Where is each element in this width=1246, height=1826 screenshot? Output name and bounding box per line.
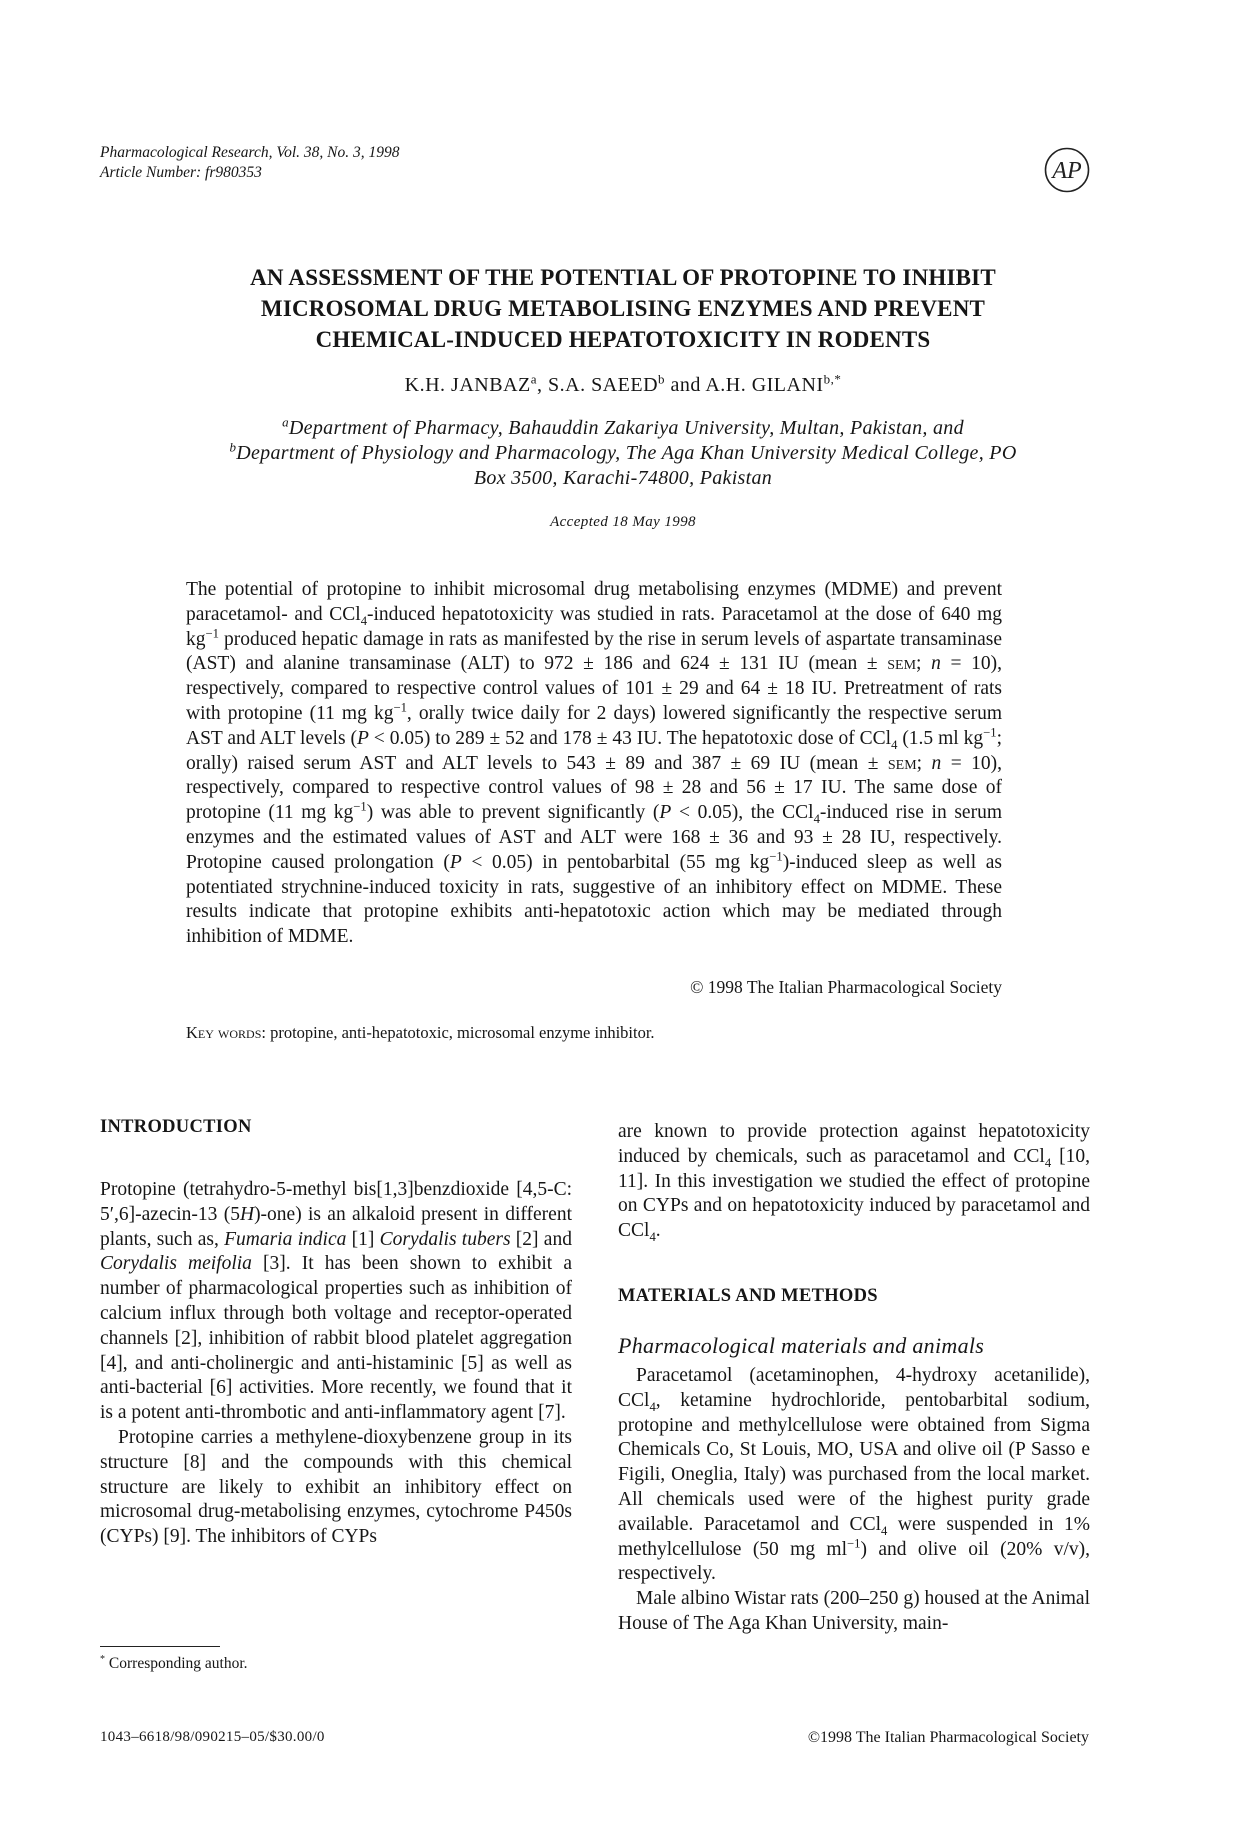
author-list <box>0 371 1246 397</box>
footer-copyright: ©1998 The Italian Pharmacological Society <box>807 1729 1089 1746</box>
abstract-copyright: © 1998 The Italian Pharmacological Society <box>690 977 1002 997</box>
paragraph: Protopine carries a methylene-dioxybenzene group in its structure [8] and the compounds with this chemical structure are likely to exhibit an inhibitory effect on microsomal drug-metabolising enzymes, cytochrome P450s (CYPs) [9]. The inhibitors of CYPs <box>100 1426 572 1548</box>
author-affiliation-mark: b,* <box>823 371 842 387</box>
author-name: S.A. SAEED <box>548 374 659 396</box>
paragraph: Paracetamol (acetaminophen, 4-hydroxy acetanilide), CCl$_4$, ketamine hydrochloride, pentobarbital sodium, protopine and methylcellulose were obtained from Sigma Chemicals Co, St Louis, MO, USA and olive oil (P Sasso e Figili, Oneglia, Italy) was purchased from the local market. All chemicals used were of the highest purity grade available. Paracetamol and CCl$_4$ were suspended in 1% methylcellulose (50 mg $ml^{-1}$) and olive oil (20% v/v), respectively. <box>618 1365 1091 1585</box>
paragraph: Male albino Wistar rats (200–250 g) housed at the Animal House of The Aga Khan University, main- <box>618 1588 1090 1634</box>
keywords-text: : protopine, anti-hepatotoxic, microsomal enzyme inhibitor. <box>261 1023 655 1042</box>
paper-title <box>0 262 1246 355</box>
section-heading-materials-methods: MATERIALS AND METHODS <box>618 1286 878 1306</box>
paragraph: are known to provide protection against hepatotoxicity induced by chemicals, such as paracetamol and CCl$_4$ [10, 11]. In this investigation we studied the effect of protopine on CYPs and on hepatotoxicity induced by paracetamol and CCl$_4$. <box>618 1121 1090 1245</box>
footnote-text: Corresponding author. <box>105 1655 248 1672</box>
title-line-3: CHEMICAL-INDUCED HEPATOTOXICITY IN RODENTS <box>315 327 931 352</box>
section-heading-introduction: INTRODUCTION <box>100 1117 252 1137</box>
author-separator: , <box>537 374 549 396</box>
affiliations <box>0 416 1246 491</box>
title-line-2: MICROSOMAL DRUG METABOLISING ENZYMES AND PREVENT <box>260 296 986 321</box>
title-line-1: AN ASSESSMENT OF THE POTENTIAL OF PROTOPINE TO INHIBIT <box>250 265 996 290</box>
author-separator: and <box>665 374 706 396</box>
materials-body <box>618 1364 1090 1637</box>
keywords-label: Key words <box>186 1023 262 1042</box>
affiliation-b <box>0 441 1246 466</box>
publisher-logo-icon <box>1043 146 1091 194</box>
logo-text: AP <box>1052 158 1082 184</box>
author-name: K.H. JANBAZ <box>404 374 531 396</box>
journal-citation <box>100 143 400 183</box>
author-affiliation-mark: a <box>530 371 538 387</box>
article-number: Article Number: fr980353 <box>100 164 262 181</box>
introduction-body <box>100 1178 572 1550</box>
author-name: A.H. GILANI <box>705 374 824 396</box>
subsection-heading: Pharmacological materials and animals <box>618 1333 985 1358</box>
footer-issn: 1043–6618/98/090215–05/$30.00/0 <box>100 1729 325 1745</box>
affiliation-a <box>0 416 1246 441</box>
introduction-continued <box>618 1120 1090 1244</box>
affiliation-b-continued: Box 3500, Karachi-74800, Pakistan <box>473 467 773 489</box>
journal-name: Pharmacological Research, Vol. 38, No. 3, 1998 <box>100 144 400 161</box>
affiliation-text: Department of Physiology and Pharmacology, The Aga Khan University Medical College, PO <box>236 442 1017 464</box>
footnote <box>100 1655 248 1673</box>
author-affiliation-mark: b <box>658 371 666 387</box>
abstract: The potential of protopine to inhibit microsomal drug metabolising enzymes (MDME) and prevent paracetamol- and CCl$_4$-induced hepatotoxicity was studied in rats. Paracetamol at the dose of 640 mg $kg^{-1}$ produced hepatic damage in rats as manifested by the rise in serum levels of aspartate transaminase (AST) and alanine transaminase (ALT) to 972 ± 186 and 624 ± 131 IU (mean ± sem; n = 10), respectively, compared to respective control values of 101 ± 29 and 64 ± 18 IU. Pretreatment of rats with protopine (11 mg $kg^{-1}$, orally twice daily for 2 days) lowered significantly the respective serum AST and ALT levels (P < 0.05) to 289 ± 52 and 178 ± 43 IU. The hepatotoxic dose of CCl$_4$ (1.5 ml $kg^{-1}$; orally) raised serum AST and ALT levels to 543 ± 89 and 387 ± 69 IU (mean ± sem; n = 10), respectively, compared to respective control values of 98 ± 28 and 56 ± 17 IU. The same dose of protopine (11 mg $kg^{-1}$) was able to prevent significantly (P < 0.05), the CCl$_4$-induced rise in serum enzymes and the estimated values of AST and ALT were 168 ± 36 and 93 ± 28 IU, respectively. Protopine caused prolongation (P < 0.05) in pentobarbital (55 mg $kg^{-1}$)-induced sleep as well as potentiated strychnine-induced toxicity in rats, suggestive of an inhibitory effect on MDME. These results indicate that protopine exhibits anti-hepatotoxic action which may be mediated through inhibition of MDME. <box>186 579 1003 948</box>
affiliation-mark: a <box>282 414 289 430</box>
paragraph: Protopine (tetrahydro-5-methyl bis[1,3]benzdioxide [4,5-C: 5′,6]-azecin-13 (5H)-one) is an alkaloid present in different plants, such as, Fumaria indica [1] Corydalis tubers [2] and Corydalis meifolia [3]. It has been shown to exhibit a number of pharmacological properties such as inhibition of calcium influx through both voltage and receptor-operated channels [2], inhibition of rabbit blood platelet aggregation [4], and anti-cholinergic and anti-histaminic [5] as well as anti-bacterial [6] activities. More recently, we found that it is a potent anti-thrombotic and anti-inflammatory agent [7]. <box>100 1179 572 1424</box>
affiliation-text: Department of Pharmacy, Bahauddin Zakariya University, Multan, Pakistan, and <box>288 417 964 439</box>
keywords <box>186 1023 1002 1043</box>
accepted-date: Accepted 18 May 1998 <box>550 514 696 530</box>
footnote-mark: * <box>100 1653 106 1665</box>
footnote-rule <box>100 1646 220 1647</box>
affiliation-mark: b <box>229 439 237 455</box>
